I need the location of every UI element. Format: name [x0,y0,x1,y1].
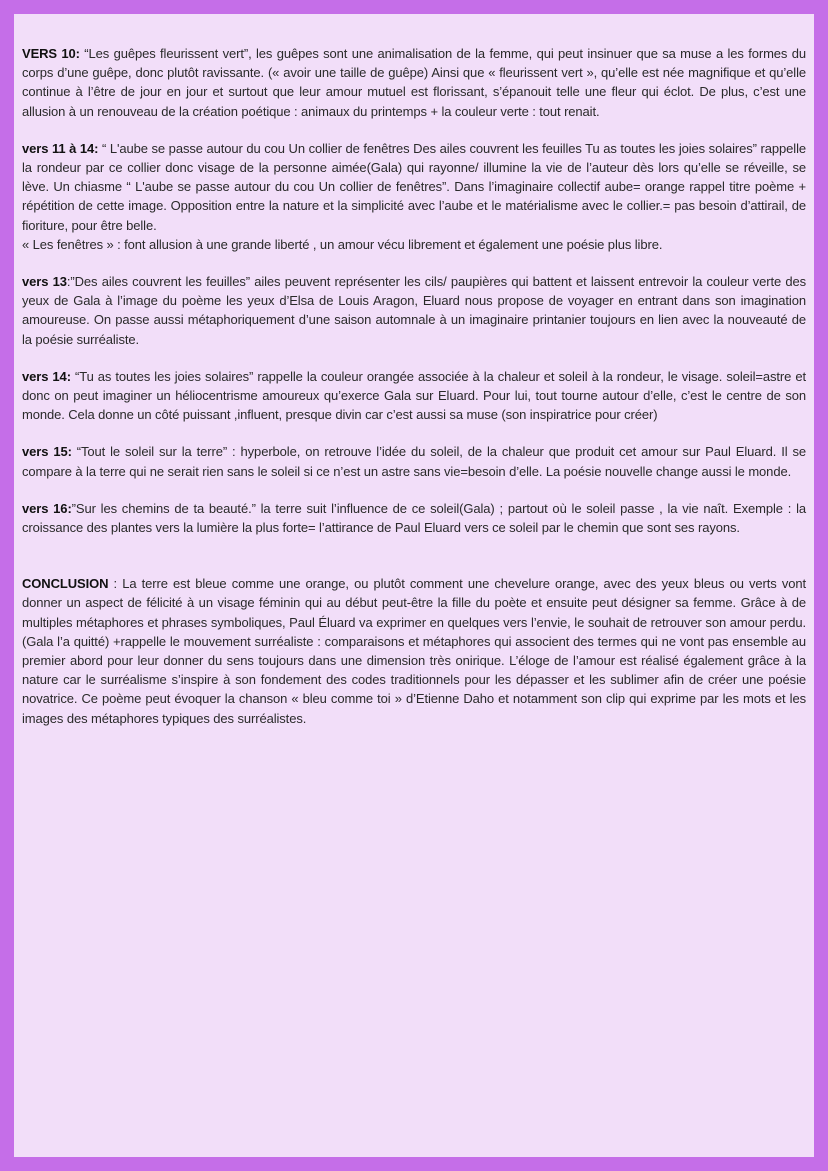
paragraph-vers-16 [22,499,806,537]
paragraph-extra-text: « Les fenêtres » : font allusion à une grande liberté , un amour vécu librement et également une poésie plus libre. [22,236,663,252]
paragraph-conclusion [22,574,806,728]
spacer [22,555,806,574]
paragraph-label: vers 14: [22,368,71,384]
paragraph-vers-13 [22,272,806,349]
paragraph-label: CONCLUSION [22,576,109,592]
document-page [14,14,814,1157]
paragraph-text: “Les guêpes fleurissent vert”, les guêpes sont une animalisation de la femme, qui peut insinuer que sa muse a les formes du corps d’une guêpe, donc plutôt ravissante. (« avoir une taille de guêpe) Ainsi que « fleurissent vert », qu’elle est née magnifique et qu’elle continue à l’être de jour en jour et surtout que leur amour mutuel est florissant, s’épanouit telle une fleur qui éclot. De plus, c’est une allusion à un renouveau de la création poétique : animaux du printemps + la couleur verte : tout renait. [22,46,806,119]
paragraph-text: : La terre est bleue comme une orange, ou plutôt comment une chevelure orange, avec des yeux bleus ou verts vont donner un aspect de félicité à un visage féminin qui au début peut-être la fille du poète et ensuite peut désigner sa femme. Grâce à de multiples métaphores et phrases symboliques, Paul Éluard va exprimer en quelques vers l’envie, le souhait de retrouver son amour perdu. (Gala l’a quitté) +rappelle le mouvement surréaliste : comparaisons et métaphores qui associent des termes qui ne vont pas ensemble au premier abord pour leur donner du sens toujours dans une dimension très onirique. L’éloge de l’amour est réalisé également grâce à la nature car le surréalisme s’inspire à son fondement des codes traditionnels pour les dépasser et les sublimer afin de créer une poésie novatrice. Ce poème peut évoquer la chanson « bleu comme toi » d’Etienne Daho et notamment son clip qui exprime par les mots et les images des métaphores typiques des surréalistes. [22,576,806,726]
paragraph-label: vers 16: [22,500,72,516]
paragraph-vers-15 [22,442,806,480]
paragraph-text: :”Des ailes couvrent les feuilles” ailes peuvent représenter les cils/ paupières qui battent et laissent entrevoir la couleur verte des yeux de Gala à l’image du poème les yeux d’Elsa de Louis Aragon, Eluard nous propose de voyager en entrant dans son imagination amoureuse. On passe aussi métaphoriquement d’une saison automnale à un imaginaire printanier toujours en lien avec la nouveauté de la poésie surréaliste. [22,274,807,347]
paragraph-label: vers 15: [22,444,72,460]
paragraph-label: vers 11 à 14: [22,140,99,156]
paragraph-text: “Tout le soleil sur la terre” : hyperbole, on retrouve l’idée du soleil, de la chaleur que produit cet amour sur Paul Eluard. Il se compare à la terre qui ne serait rien sans le soleil si ce n’est un astre sans vie=besoin d’elle. La poésie nouvelle change aussi le monde. [22,444,806,479]
paragraph-text: “Tu as toutes les joies solaires” rappelle la couleur orangée associée à la chaleur et soleil à la rondeur, le visage. soleil=astre et donc on peut imaginer un héliocentrisme amoureux qu’exerce Gala sur Eluard. Pour lui, tout tourne autour d’elle, c’est le centre de son monde. Cela donne un côté puissant ,influent, presque divin car c’est aussi sa muse (son inspiratrice pour créer) [22,368,806,423]
paragraph-vers-11-14 [22,139,806,254]
paragraph-text: ”Sur les chemins de ta beauté.” la terre suit l’influence de ce soleil(Gala) ; partout où le soleil passe , la vie naît. Exemple : la croissance des plantes vers la lumière la plus forte= l’attirance de Paul Eluard vers ce soleil par le chemin que sont ses rayons. [22,500,806,536]
paragraph-label: vers 13 [22,274,67,290]
paragraph-label: VERS 10: [22,46,80,61]
paragraph-vers-10 [22,44,806,121]
paragraph-vers-14 [22,367,806,425]
paragraph-text: “ L'aube se passe autour du cou Un collier de fenêtres Des ailes couvrent les feuilles Tu as toutes les joies solaires” rappelle la rondeur par ce collier donc visage de la personne aimée(Gala) qui rayonne/ illumine la vie de l’auteur dès lors qu’elle se réveille, se lève. Un chiasme “ L'aube se passe autour du cou Un collier de fenêtres”. Dans l’imaginaire collectif aube= orange rappel titre poème + répétition de cette image. Opposition entre la nature et la simplicité avec l’aube et le matérialisme avec le collier.= pas besoin d’attirail, de fioriture, pour être belle. [22,140,806,233]
